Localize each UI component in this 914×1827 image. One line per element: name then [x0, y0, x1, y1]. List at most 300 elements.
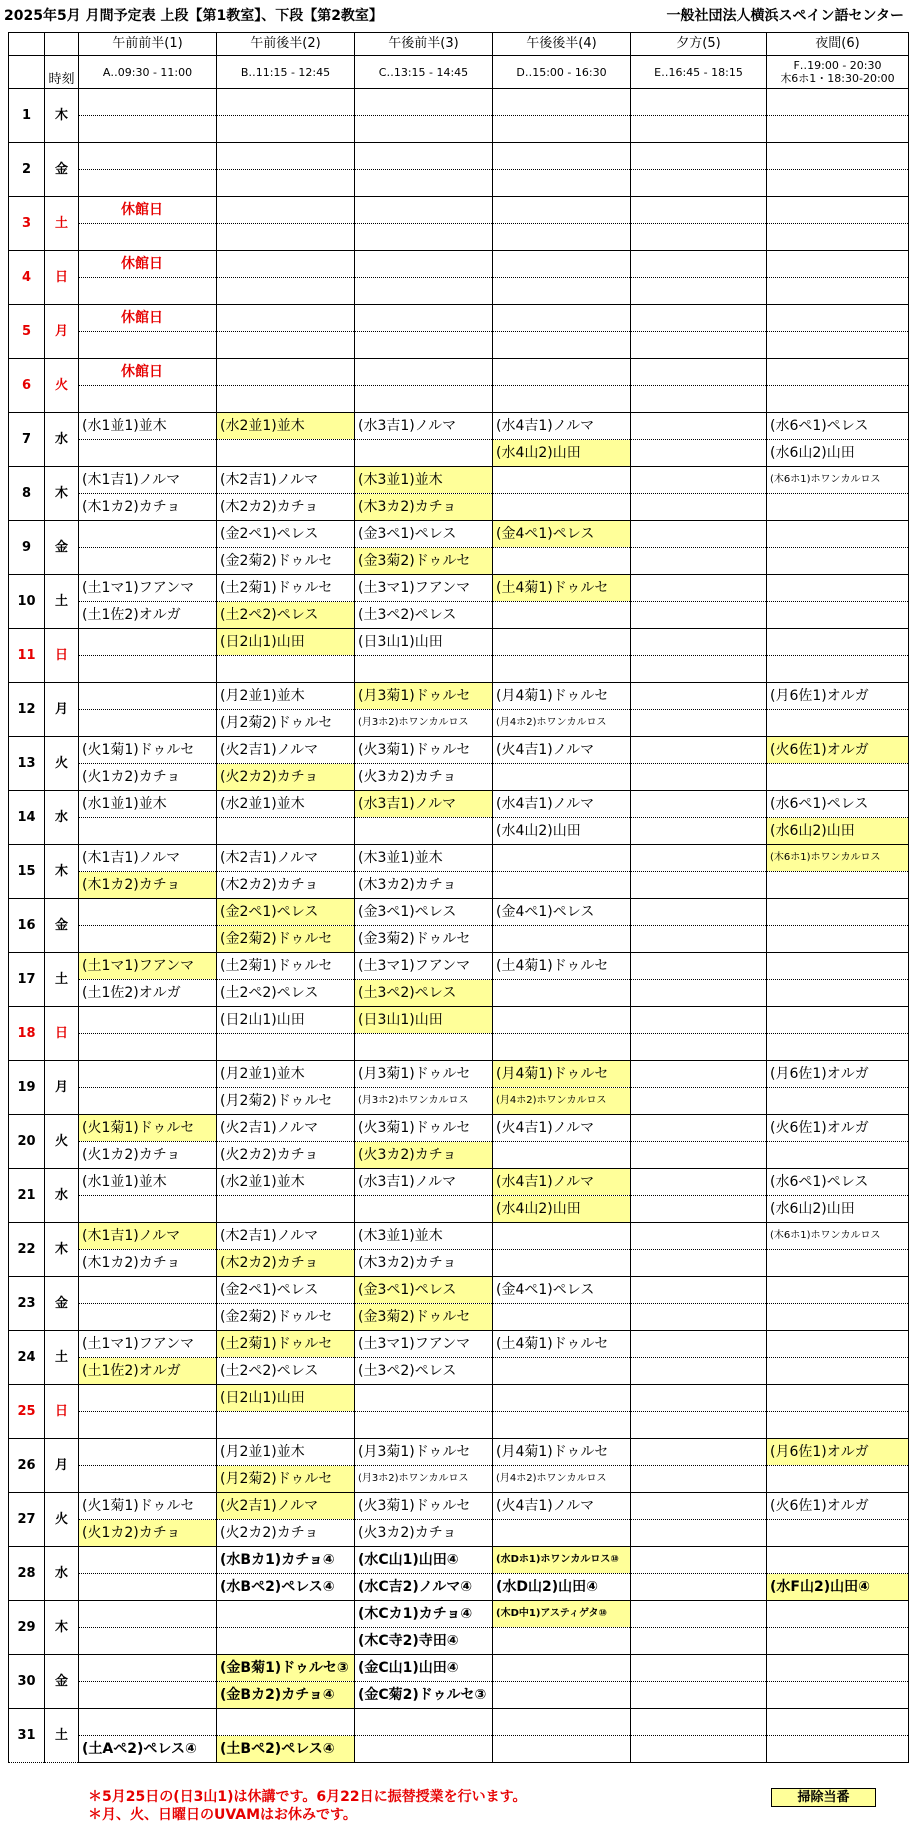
time-label: 時刻 — [45, 56, 79, 89]
class-cell — [631, 440, 767, 467]
day-row-bottom — [9, 872, 909, 899]
class-cell — [79, 1061, 217, 1088]
class-cell — [493, 1736, 631, 1763]
day-row-bottom — [9, 1520, 909, 1547]
day-of-week: 木 — [45, 845, 79, 899]
class-cell: (土3マ1)フアンマ — [355, 1331, 493, 1358]
day-row-bottom — [9, 494, 909, 521]
class-cell — [767, 980, 909, 1007]
class-cell: (土2菊1)ドゥルセ — [217, 1331, 355, 1358]
class-cell — [217, 143, 355, 170]
class-cell: (月4ホ2)ホワンカルロス — [493, 710, 631, 737]
day-of-week: 月 — [45, 683, 79, 737]
class-cell — [79, 1385, 217, 1412]
class-cell: (火1菊1)ドゥルセ — [79, 737, 217, 764]
class-cell — [217, 386, 355, 413]
class-cell: (月3菊1)ドゥルセ — [355, 1061, 493, 1088]
class-cell — [79, 899, 217, 926]
class-cell: (日2山1)山田 — [217, 1007, 355, 1034]
class-cell: (木1吉1)ノルマ — [79, 467, 217, 494]
day-row-top — [9, 1007, 909, 1034]
class-cell: (土4菊1)ドゥルセ — [493, 1331, 631, 1358]
class-cell — [79, 1709, 217, 1736]
day-row-bottom — [9, 1574, 909, 1601]
day-row-top — [9, 1385, 909, 1412]
class-cell — [355, 359, 493, 386]
class-cell: (木3カ2)カチョ — [355, 872, 493, 899]
closed-label: 休館日 — [79, 251, 217, 278]
class-cell: (木2吉1)ノルマ — [217, 1223, 355, 1250]
class-cell: (月2並1)並木 — [217, 1061, 355, 1088]
class-cell: (火2吉1)ノルマ — [217, 737, 355, 764]
class-cell: (金2ペ1)ペレス — [217, 1277, 355, 1304]
class-cell: (土1マ1)フアンマ — [79, 953, 217, 980]
day-row-top — [9, 683, 909, 710]
class-cell: (土3マ1)フアンマ — [355, 953, 493, 980]
day-number: 28 — [9, 1547, 45, 1601]
class-cell: (水2並1)並木 — [217, 413, 355, 440]
class-cell — [79, 1574, 217, 1601]
class-cell — [493, 89, 631, 116]
class-cell: (金3菊2)ドゥルセ — [355, 1304, 493, 1331]
class-cell — [631, 1628, 767, 1655]
class-cell — [217, 278, 355, 305]
class-cell — [767, 278, 909, 305]
closed-label: 休館日 — [79, 305, 217, 332]
class-cell — [355, 170, 493, 197]
class-cell — [79, 1547, 217, 1574]
class-cell: (金Bカ2)カチョ④ — [217, 1682, 355, 1709]
class-cell — [355, 818, 493, 845]
day-number: 19 — [9, 1061, 45, 1115]
day-row-top — [9, 1331, 909, 1358]
class-cell — [79, 1439, 217, 1466]
day-number: 20 — [9, 1115, 45, 1169]
class-cell — [767, 1736, 909, 1763]
day-row-top — [9, 953, 909, 980]
class-cell — [631, 1574, 767, 1601]
day-row-bottom — [9, 1412, 909, 1439]
class-cell: (金3ペ1)ペレス — [355, 899, 493, 926]
class-cell — [79, 278, 217, 305]
class-cell — [631, 1088, 767, 1115]
day-row-bottom — [9, 656, 909, 683]
slot-time: D‥15:00 - 16:30 — [493, 56, 631, 89]
class-cell: (火3カ2)カチョ — [355, 1142, 493, 1169]
class-cell — [767, 251, 909, 278]
day-row-bottom — [9, 1682, 909, 1709]
day-of-week: 日 — [45, 251, 79, 305]
class-cell — [631, 413, 767, 440]
day-row-top — [9, 521, 909, 548]
class-cell — [631, 359, 767, 386]
class-cell: (水Bペ2)ペレス④ — [217, 1574, 355, 1601]
class-cell — [631, 602, 767, 629]
class-cell: (水6ペ1)ペレス — [767, 1169, 909, 1196]
class-cell — [355, 89, 493, 116]
class-cell — [79, 1466, 217, 1493]
class-cell: (火2カ2)カチョ — [217, 1520, 355, 1547]
class-cell — [631, 116, 767, 143]
class-cell — [767, 1547, 909, 1574]
class-cell — [631, 1061, 767, 1088]
class-cell: (金3ペ1)ペレス — [355, 521, 493, 548]
day-row-top — [9, 467, 909, 494]
day-row-bottom — [9, 1250, 909, 1277]
day-of-week: 土 — [45, 197, 79, 251]
class-cell: (水Dホ1)ホワンカルロス⑩ — [493, 1547, 631, 1574]
class-cell — [631, 1034, 767, 1061]
class-cell — [79, 818, 217, 845]
class-cell — [631, 1736, 767, 1763]
day-number: 2 — [9, 143, 45, 197]
class-cell: (土2菊1)ドゥルセ — [217, 575, 355, 602]
class-cell — [631, 305, 767, 332]
class-cell: (火1菊1)ドゥルセ — [79, 1493, 217, 1520]
class-cell — [79, 548, 217, 575]
class-cell: (月6佐1)オルガ — [767, 683, 909, 710]
class-cell — [79, 1628, 217, 1655]
class-cell — [631, 1169, 767, 1196]
class-cell — [355, 278, 493, 305]
class-cell: (月4菊1)ドゥルセ — [493, 1061, 631, 1088]
class-cell: (木D中1)アスティゲタ⑩ — [493, 1601, 631, 1628]
class-cell — [355, 116, 493, 143]
class-cell — [767, 170, 909, 197]
class-cell — [217, 1628, 355, 1655]
class-cell — [767, 1331, 909, 1358]
class-cell — [79, 1196, 217, 1223]
day-row-bottom — [9, 710, 909, 737]
class-cell: (水4山2)山田 — [493, 818, 631, 845]
class-cell: (月4菊1)ドゥルセ — [493, 683, 631, 710]
class-cell — [767, 89, 909, 116]
class-cell — [631, 710, 767, 737]
class-cell — [355, 656, 493, 683]
class-cell — [631, 845, 767, 872]
class-cell — [493, 1709, 631, 1736]
class-cell — [217, 1412, 355, 1439]
class-cell — [355, 1736, 493, 1763]
class-cell — [79, 1088, 217, 1115]
day-number: 21 — [9, 1169, 45, 1223]
class-cell — [631, 1439, 767, 1466]
class-cell: (月3ホ2)ホワンカルロス — [355, 710, 493, 737]
day-row-top — [9, 143, 909, 170]
class-cell — [79, 1682, 217, 1709]
class-cell — [355, 224, 493, 251]
day-row-bottom — [9, 1034, 909, 1061]
class-cell — [493, 224, 631, 251]
class-cell — [355, 197, 493, 224]
class-cell: (火6佐1)オルガ — [767, 1115, 909, 1142]
day-number: 29 — [9, 1601, 45, 1655]
class-cell — [79, 386, 217, 413]
day-row-top — [9, 737, 909, 764]
class-cell: (木2吉1)ノルマ — [217, 845, 355, 872]
class-cell — [631, 1466, 767, 1493]
day-number: 10 — [9, 575, 45, 629]
class-cell: (金4ペ1)ペレス — [493, 1277, 631, 1304]
class-cell — [631, 953, 767, 980]
class-cell — [493, 548, 631, 575]
day-row-bottom — [9, 926, 909, 953]
day-number: 3 — [9, 197, 45, 251]
day-of-week: 火 — [45, 1493, 79, 1547]
day-row-top — [9, 575, 909, 602]
class-cell — [493, 170, 631, 197]
class-cell — [217, 656, 355, 683]
class-cell — [767, 386, 909, 413]
class-cell — [767, 1628, 909, 1655]
class-cell — [631, 1196, 767, 1223]
class-cell: (火2カ2)カチョ — [217, 764, 355, 791]
class-cell: (土2ペ2)ペレス — [217, 1358, 355, 1385]
header-blank — [9, 56, 45, 89]
day-number: 14 — [9, 791, 45, 845]
day-row-bottom — [9, 548, 909, 575]
class-cell — [767, 656, 909, 683]
class-cell — [631, 1115, 767, 1142]
class-cell: (水1並1)並木 — [79, 791, 217, 818]
class-cell — [631, 89, 767, 116]
slot-time-line: 木6ホ1・18:30-20:00 — [780, 72, 895, 85]
class-cell — [79, 1277, 217, 1304]
class-cell: (土3ペ2)ペレス — [355, 1358, 493, 1385]
class-cell — [217, 305, 355, 332]
class-cell — [493, 1007, 631, 1034]
class-cell: (木2カ2)カチョ — [217, 1250, 355, 1277]
class-cell — [631, 1358, 767, 1385]
class-cell: (水3吉1)ノルマ — [355, 1169, 493, 1196]
class-cell: (土2菊1)ドゥルセ — [217, 953, 355, 980]
class-cell — [493, 197, 631, 224]
class-cell — [631, 521, 767, 548]
day-of-week: 水 — [45, 1547, 79, 1601]
class-cell — [767, 224, 909, 251]
class-cell — [631, 1223, 767, 1250]
class-cell: (土Bペ2)ペレス④ — [217, 1736, 355, 1763]
class-cell — [493, 1412, 631, 1439]
class-cell: (火1菊1)ドゥルセ — [79, 1115, 217, 1142]
class-cell: (水6ペ1)ペレス — [767, 413, 909, 440]
class-cell — [355, 332, 493, 359]
class-cell — [767, 332, 909, 359]
class-cell — [631, 224, 767, 251]
class-cell — [355, 1412, 493, 1439]
class-cell: (火2吉1)ノルマ — [217, 1493, 355, 1520]
class-cell — [767, 197, 909, 224]
class-cell: (土1マ1)フアンマ — [79, 1331, 217, 1358]
class-cell — [631, 1682, 767, 1709]
class-cell: (火2カ2)カチョ — [217, 1142, 355, 1169]
day-row-bottom — [9, 1196, 909, 1223]
class-cell — [355, 251, 493, 278]
day-row-bottom — [9, 764, 909, 791]
day-of-week: 土 — [45, 953, 79, 1007]
class-cell — [767, 1466, 909, 1493]
class-cell — [631, 1412, 767, 1439]
class-cell: (水2並1)並木 — [217, 791, 355, 818]
class-cell — [79, 1655, 217, 1682]
class-cell: (火6佐1)オルガ — [767, 737, 909, 764]
class-cell — [767, 575, 909, 602]
day-number: 26 — [9, 1439, 45, 1493]
class-cell: (木3並1)並木 — [355, 467, 493, 494]
class-cell — [355, 143, 493, 170]
class-cell: (金3菊2)ドゥルセ — [355, 926, 493, 953]
day-row-top — [9, 413, 909, 440]
class-cell — [631, 1547, 767, 1574]
day-of-week: 火 — [45, 1115, 79, 1169]
class-cell — [217, 440, 355, 467]
day-of-week: 月 — [45, 1439, 79, 1493]
class-cell — [217, 224, 355, 251]
class-cell: (水D山2)山田④ — [493, 1574, 631, 1601]
day-row-bottom — [9, 602, 909, 629]
class-cell: (土1佐2)オルガ — [79, 980, 217, 1007]
day-of-week: 金 — [45, 521, 79, 575]
day-row-bottom — [9, 116, 909, 143]
class-cell — [493, 764, 631, 791]
class-cell: (水4山2)山田 — [493, 440, 631, 467]
day-row-top — [9, 1655, 909, 1682]
class-cell: (火4吉1)ノルマ — [493, 1493, 631, 1520]
day-row-top — [9, 305, 909, 332]
class-cell: (月2並1)並木 — [217, 1439, 355, 1466]
class-cell — [79, 1412, 217, 1439]
class-cell: (水2並1)並木 — [217, 1169, 355, 1196]
class-cell: (水3吉1)ノルマ — [355, 413, 493, 440]
day-row-bottom — [9, 818, 909, 845]
class-cell — [631, 737, 767, 764]
class-cell — [355, 1034, 493, 1061]
day-number: 27 — [9, 1493, 45, 1547]
class-cell: (土1佐2)オルガ — [79, 1358, 217, 1385]
day-row-bottom — [9, 1304, 909, 1331]
period-header: 夜間(6) — [767, 33, 909, 56]
class-cell — [217, 1709, 355, 1736]
class-cell — [493, 143, 631, 170]
class-cell — [493, 1655, 631, 1682]
class-cell — [355, 440, 493, 467]
class-cell — [79, 89, 217, 116]
day-row-top — [9, 791, 909, 818]
class-cell: (月2並1)並木 — [217, 683, 355, 710]
class-cell: (月2菊2)ドゥルセ — [217, 1088, 355, 1115]
class-cell — [493, 980, 631, 1007]
day-number: 22 — [9, 1223, 45, 1277]
class-cell: (木3カ2)カチョ — [355, 494, 493, 521]
class-cell: (水F山2)山田④ — [767, 1574, 909, 1601]
class-cell — [631, 980, 767, 1007]
class-cell: (水6ペ1)ペレス — [767, 791, 909, 818]
slot-time: B‥11:15 - 12:45 — [217, 56, 355, 89]
class-cell — [493, 602, 631, 629]
day-row-top — [9, 629, 909, 656]
class-cell — [79, 926, 217, 953]
class-cell — [767, 1358, 909, 1385]
class-cell — [631, 683, 767, 710]
day-row-bottom — [9, 1142, 909, 1169]
class-cell — [767, 1682, 909, 1709]
note-line: ＊5月25日の(日3山1)は休講です。6月22日に振替授業を行います。 — [88, 1789, 527, 1805]
class-cell — [631, 791, 767, 818]
day-row-bottom — [9, 1088, 909, 1115]
class-cell — [767, 926, 909, 953]
class-cell: (土3ペ2)ペレス — [355, 980, 493, 1007]
class-cell: (金C山1)山田④ — [355, 1655, 493, 1682]
day-of-week: 土 — [45, 1709, 79, 1763]
day-number: 17 — [9, 953, 45, 1007]
class-cell — [631, 1250, 767, 1277]
slot-time-line: F‥19:00 - 20:30 — [793, 59, 882, 72]
day-number: 13 — [9, 737, 45, 791]
class-cell: (火1カ2)カチョ — [79, 1520, 217, 1547]
class-cell: (金3ペ1)ペレス — [355, 1277, 493, 1304]
class-cell — [493, 872, 631, 899]
class-cell: (月3菊1)ドゥルセ — [355, 683, 493, 710]
class-cell: (火1カ2)カチョ — [79, 1142, 217, 1169]
schedule-table — [8, 32, 909, 1763]
class-cell: (水Bカ1)カチョ④ — [217, 1547, 355, 1574]
class-cell: (金4ペ1)ペレス — [493, 899, 631, 926]
class-cell: (月2菊2)ドゥルセ — [217, 710, 355, 737]
class-cell — [493, 1142, 631, 1169]
day-of-week: 日 — [45, 1385, 79, 1439]
class-cell: (土2ペ2)ペレス — [217, 602, 355, 629]
class-cell: (土4菊1)ドゥルセ — [493, 575, 631, 602]
class-cell: (水4吉1)ノルマ — [493, 791, 631, 818]
class-cell: (金4ペ1)ペレス — [493, 521, 631, 548]
class-cell: (月4ホ2)ホワンカルロス — [493, 1088, 631, 1115]
day-row-top — [9, 845, 909, 872]
class-cell — [79, 332, 217, 359]
class-cell — [79, 224, 217, 251]
class-cell: (木Cカ1)カチョ④ — [355, 1601, 493, 1628]
class-cell: (水4山2)山田 — [493, 1196, 631, 1223]
day-of-week: 日 — [45, 1007, 79, 1061]
class-cell — [767, 494, 909, 521]
class-cell — [631, 899, 767, 926]
class-cell — [767, 1250, 909, 1277]
day-row-top — [9, 1169, 909, 1196]
class-cell — [767, 953, 909, 980]
class-cell — [631, 1142, 767, 1169]
class-cell: (月4ホ2)ホワンカルロス — [493, 1466, 631, 1493]
class-cell: (月4菊1)ドゥルセ — [493, 1439, 631, 1466]
class-cell: (木3並1)並木 — [355, 845, 493, 872]
day-number: 4 — [9, 251, 45, 305]
day-number: 23 — [9, 1277, 45, 1331]
class-cell: (木3カ2)カチョ — [355, 1250, 493, 1277]
class-cell: (金2菊2)ドゥルセ — [217, 926, 355, 953]
class-cell — [631, 1304, 767, 1331]
day-row-top — [9, 899, 909, 926]
class-cell — [631, 386, 767, 413]
class-cell — [631, 278, 767, 305]
class-cell — [767, 1142, 909, 1169]
class-cell: (金2菊2)ドゥルセ — [217, 1304, 355, 1331]
class-cell — [767, 1709, 909, 1736]
class-cell — [631, 251, 767, 278]
class-cell — [493, 1250, 631, 1277]
day-of-week: 火 — [45, 359, 79, 413]
class-cell — [767, 602, 909, 629]
class-cell: (火3カ2)カチョ — [355, 764, 493, 791]
day-of-week: 金 — [45, 143, 79, 197]
class-cell — [217, 197, 355, 224]
